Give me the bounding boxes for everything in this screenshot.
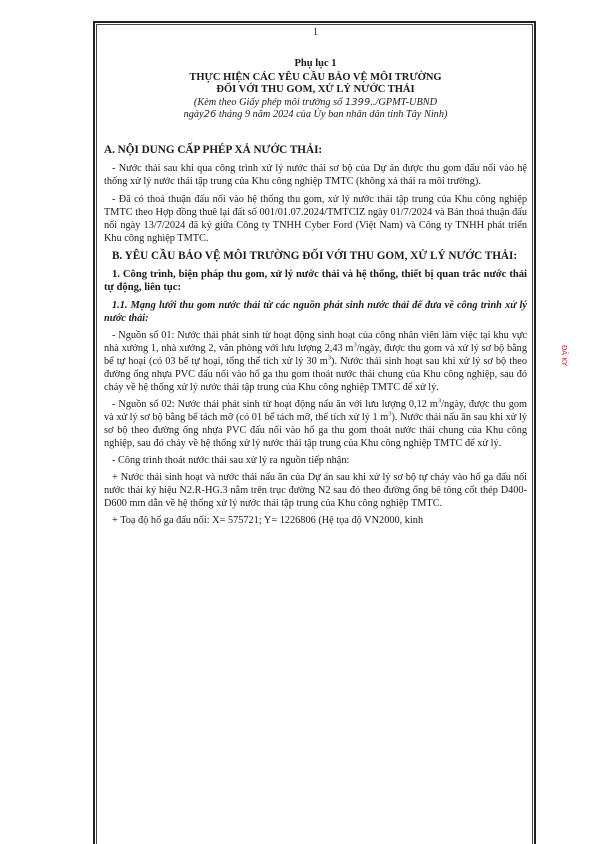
outlet-paragraph-1: + Nước thải sinh hoạt và nước thải nấu ăn của Dự án sau khi xử lý sơ bộ tự chảy vào hố ga đấu nối nước thải ký hiệu N2.R-HG.3 nằm trên trục đường N2 sau đó theo đường ống bê tông cốt thép D400-D600 mm dẫn về hệ thống xử lý nước thải tập trung của Khu công nghiệp TMTC. [104,471,527,509]
source-1-sup-b: 3 [327,354,332,362]
date-line [104,109,527,122]
date-prefix: ngày [183,109,204,120]
handwritten-day: 26 [203,109,217,120]
section-a-heading: A. NỘI DUNG CẤP PHÉP XẢ NƯỚC THẢI: [104,143,323,156]
section-b-heading: B. YÊU CẦU BẢO VỆ MÔI TRƯỜNG ĐỐI VỚI THU GOM, XỬ LÝ NƯỚC THẢI: [112,249,518,262]
source-1-text-a: - Nguồn số 01: Nước thải phát sinh từ hoạt động sinh hoạt của công nhân viên làm việc tại khu vực nhà xưởng 1, nhà xưởng 2, văn phòng với lưu lượng 2,43 m [104,329,527,354]
source-1-text-b: /ngày, được thu gom và xử lý sơ bộ bằng bể tự hoại (có 03 bể tự hoại, tổng thể tích xử lý 30 m [104,342,527,367]
source-2-text-a: - Nguồn số 02: Nước thải phát sinh từ hoạt động nấu ăn với lưu lượng 0,12 m [112,398,438,410]
title-line-1: THỰC HIỆN CÁC YÊU CẦU BẢO VỆ MÔI TRƯỜNG [189,71,442,83]
source-1-paragraph [104,329,527,394]
source-2-text-c: ). Nước thải nấu ăn sau khi xử lý sơ bộ theo đường ống nhựa PVC đấu nối vào hố ga thu gom thoát nước thải chung của Khu công nghiệp, sau đó chảy về hệ thống xử lý nước thải tập trung của Khu công nghiệp TMTC để xử lý. [104,411,527,449]
section-a-paragraph-1: - Nước thải sau khi qua công trình xử lý nước thải sơ bộ của Dự án được thu gom đấu nối vào hệ thống xử lý nước thải tập trung của Khu công nghiệp TMTC (không xả thải ra môi trường). [104,162,527,187]
title-line-2: ĐỐI VỚI THU GOM, XỬ LÝ NƯỚC THẢI [216,84,415,95]
outlet-paragraph-2: + Toạ độ hố ga đấu nối: X= 575721; Y= 1226806 (Hệ tọa độ VN2000, kinh [112,514,424,526]
margin-stamp: ĐÃ KÝ [560,345,568,366]
source-2-paragraph [104,398,527,450]
page-number: 1 [313,27,318,38]
section-a-paragraph-2: - Đã có thoả thuận đấu nối vào hệ thống thu gom, xử lý nước thải tập trung của Khu công nghiệp TMTC theo Hợp đồng thuê lại đất số 001/01.07.2024/TMTCIZ ngày 01/7/2024 và Bản thoả thuận đấu nối ngày 13/7/2024 đã ký giữa Công ty TNHH Cyber Ford (Việt Nam) và Công ty TNHH phát triển Khu công nghiệp TMTC. [104,193,527,244]
item-1-heading: 1. Công trình, biện pháp thu gom, xử lý nước thải và hệ thống, thiết bị quan trắc nước thải tự động, liên tục: [104,268,527,293]
date-suffix: tháng 9 năm 2024 của Ủy ban nhân dân tỉnh Tây Ninh) [216,109,448,120]
document-body [104,27,527,527]
item-1-1-heading: 1.1. Mạng lưới thu gom nước thải từ các nguồn phát sinh nước thải để đưa về công trình xử lý nước thải: [104,299,527,324]
source-1-text-c: ). Nước thải sinh hoạt sau khi xử lý sơ bộ theo đường ống nhựa PVC đấu nối vào hố ga thu gom thoát nước thải chung của Khu công nghiệp, sau đó chảy về hệ thống xử lý nước thải tập trung của Khu công nghiệp TMTC để xử lý. [104,355,527,393]
source-1-sup-a: 3 [353,341,357,349]
source-2-text-b: /ngày, được thu gom và xử lý sơ bộ bằng bể tách mỡ (có 01 bể tách mỡ, thể tích xử lý 1 m [104,398,527,423]
source-2-sup-b: 3 [388,410,392,418]
annex-label: Phụ lục 1 [294,58,337,69]
outlet-heading: - Công trình thoát nước thải sau xử lý ra nguồn tiếp nhận: [112,454,350,466]
attachment-suffix: ../GPMT-UBND [370,96,438,108]
handwritten-permit-number: 1399 [344,96,371,108]
attachment-prefix: (Kèm theo Giấy phép môi trường số [193,96,345,108]
attachment-line [104,97,527,110]
source-2-sup-a: 3 [437,397,442,405]
